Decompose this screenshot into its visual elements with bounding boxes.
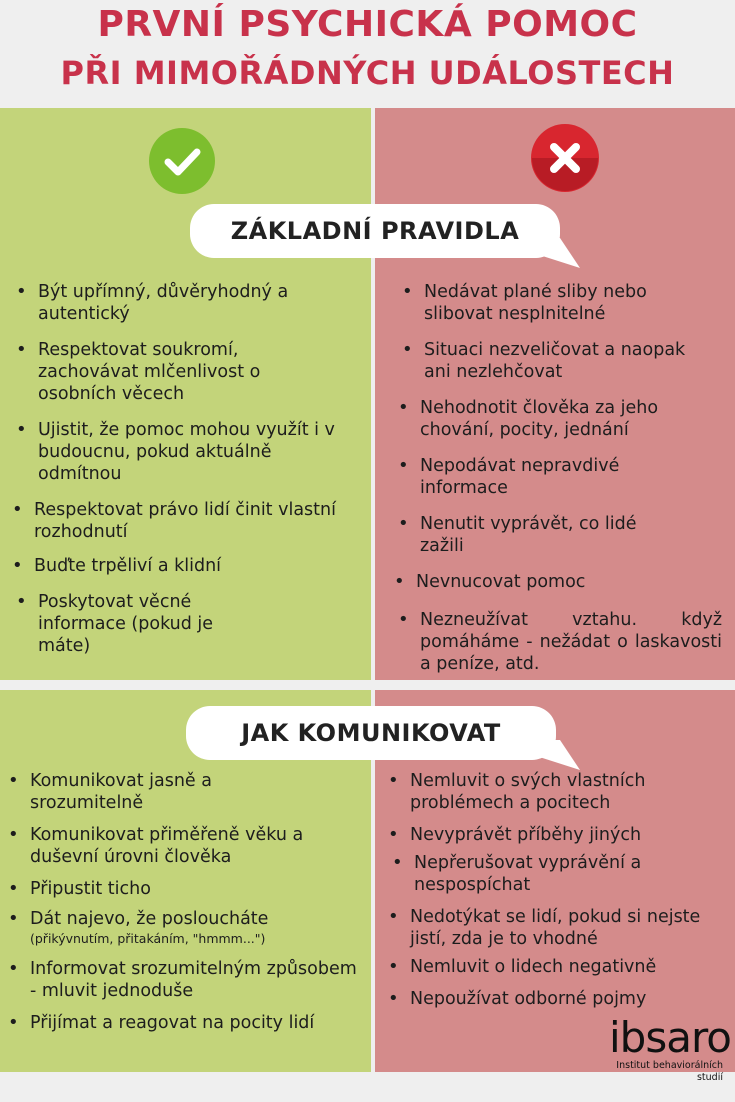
- list-item: • Poskytovat věcné informace (pokud je máte): [14, 591, 359, 657]
- title-line-1: PRVNÍ PSYCHICKÁ POMOC: [97, 4, 638, 45]
- do-list-communication: [6, 770, 358, 1034]
- list-item: • Nevyprávět příběhy jiných: [386, 824, 726, 846]
- section-heading-communication: JAK KOMUNIKOVAT: [186, 706, 556, 760]
- list-item: • Ujistit, že pomoc mohou využít i v budoucnu, pokud aktuálně odmítnou: [14, 419, 359, 485]
- list-item: [6, 908, 358, 948]
- list-item: • Nezneužívat vztahu. když pomáháme - nežádat o laskavosti a peníze, atd.: [396, 609, 722, 675]
- check-icon: [149, 128, 215, 194]
- list-item: • Být upřímný, důvěryhodný a autentický: [14, 281, 359, 325]
- list-item: • Nemluvit o svých vlastních problémech a pocitech: [386, 770, 726, 814]
- list-item: • Přijímat a reagovat na pocity lidí: [6, 1012, 358, 1034]
- list-item: • Nemluvit o lidech negativně: [386, 956, 726, 978]
- list-item: • Nepodávat nepravdivé informace: [396, 455, 722, 499]
- logo-word: ibsaro: [609, 1013, 731, 1062]
- list-item-text: Dát najevo, že posloucháte: [30, 909, 269, 929]
- list-item: • Nedávat plané sliby nebo slibovat nesplnitelné: [400, 281, 726, 325]
- list-item: • Buďte trpěliví a klidní: [10, 555, 355, 577]
- list-item: • Nehodnotit člověka za jeho chování, pocity, jednání: [396, 397, 722, 441]
- list-item: • Respektovat soukromí, zachovávat mlčenlivost o osobních věcech: [14, 339, 359, 405]
- title-line-2: PŘI MIMOŘÁDNÝCH UDÁLOSTECH: [60, 54, 675, 92]
- list-item: • Nenutit vyprávět, co lidé zažili: [396, 513, 722, 557]
- do-list-rules: [14, 281, 359, 657]
- list-item: • Komunikovat jasně a srozumitelně: [6, 770, 358, 814]
- list-item-note: (přikývnutím, přitakáním, "hmmm..."): [30, 931, 266, 946]
- list-item: • Nedotýkat se lidí, pokud si nejste jistí, zda je to vhodné: [386, 906, 726, 950]
- ibsaro-logo: [591, 1013, 731, 1084]
- logo-subtitle: Institut behaviorálních studií: [616, 1060, 723, 1083]
- list-item: • Respektovat právo lidí činit vlastní rozhodnutí: [10, 499, 355, 543]
- dont-list-rules: [400, 281, 726, 675]
- list-item: • Situaci nezveličovat a naopak ani nezlehčovat: [400, 339, 726, 383]
- section-heading-rules: ZÁKLADNÍ PRAVIDLA: [190, 204, 560, 258]
- list-item: • Připustit ticho: [6, 878, 358, 900]
- list-item: • Informovat srozumitelným způsobem - mluvit jednoduše: [6, 958, 358, 1002]
- list-item: • Nepřerušovat vyprávění a nespospíchat: [390, 852, 730, 896]
- cross-icon: [531, 124, 599, 192]
- list-item: • Nevnucovat pomoc: [392, 571, 718, 593]
- list-item: • Nepoužívat odborné pojmy: [386, 988, 726, 1010]
- dont-list-communication: [386, 770, 726, 1010]
- list-item: • Komunikovat přiměřeně věku a duševní úrovni člověka: [6, 824, 358, 868]
